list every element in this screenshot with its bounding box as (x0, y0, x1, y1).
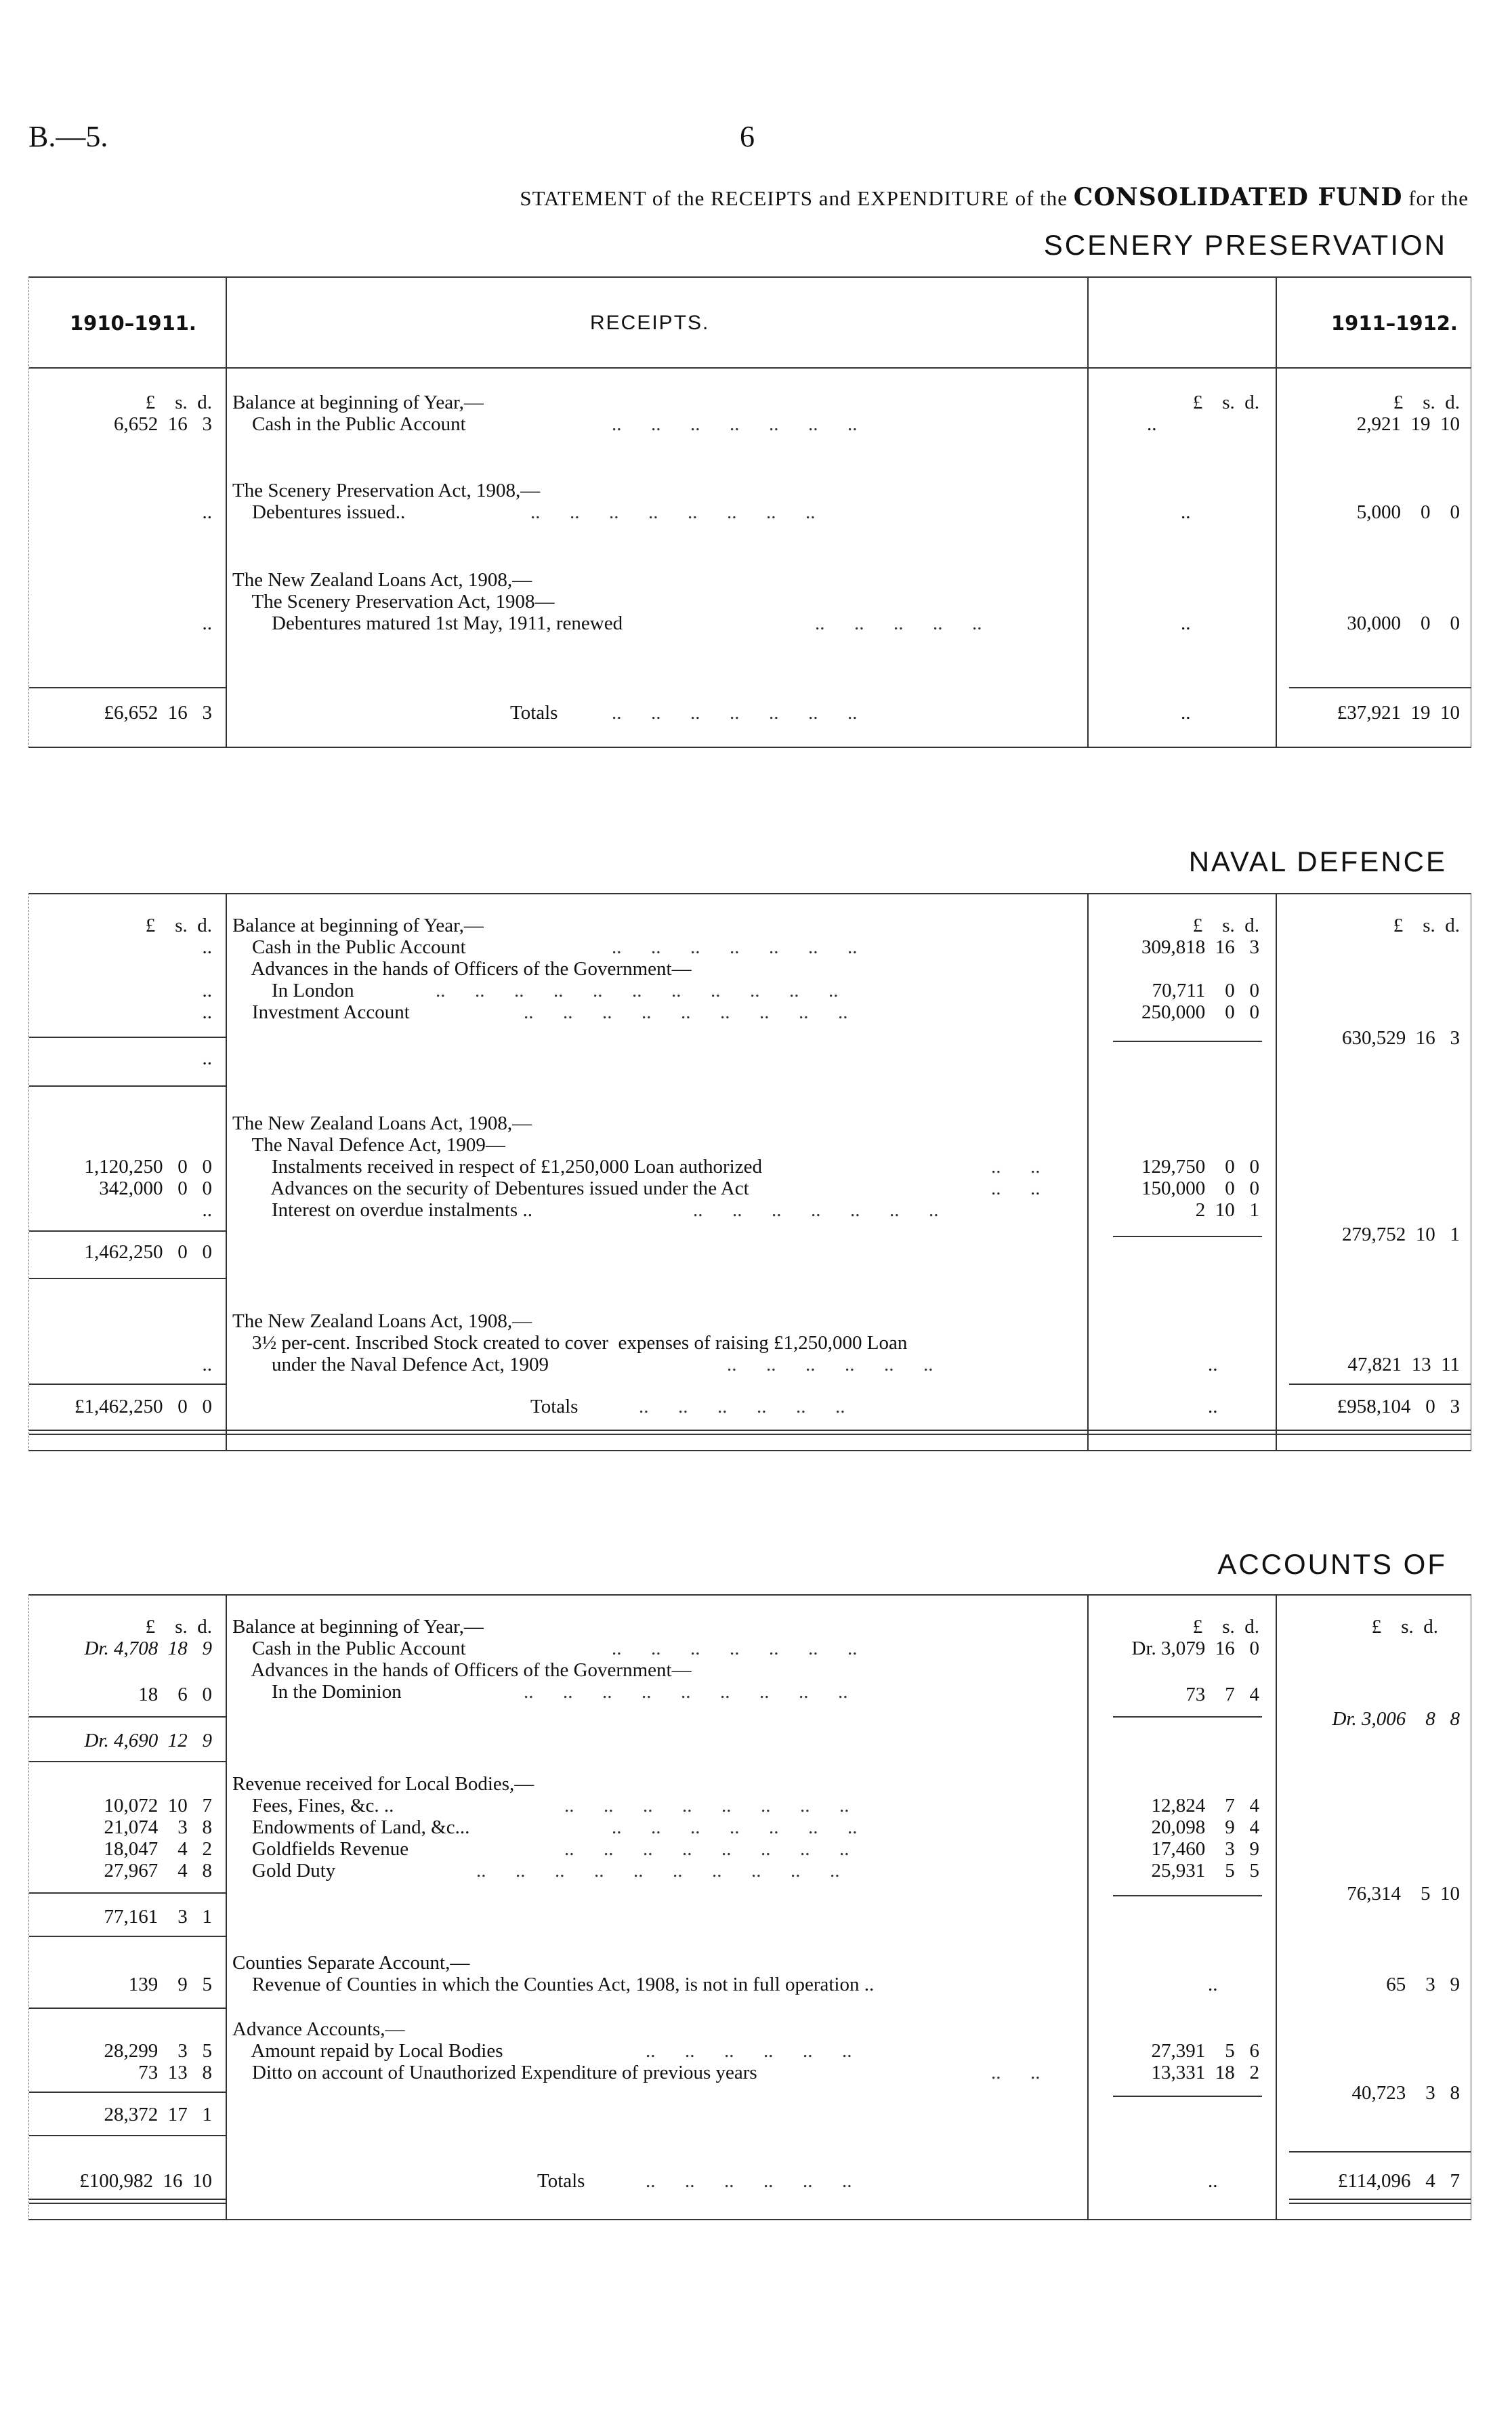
row-label: In the Dominion (232, 1681, 402, 1703)
row-prev: 27,967 4 8 (104, 1860, 212, 1881)
row-label: Instalments received in respect of £1,250,000 Loan authorized (232, 1156, 762, 1178)
leader-dots: .. .. .. .. .. .. .. .. .. .. .. (436, 980, 839, 1001)
totals-outer: £958,104 0 3 (1337, 1396, 1460, 1417)
subtotal-prev: Dr. 4,690 12 9 (84, 1730, 212, 1751)
totals-label: Totals (510, 702, 558, 724)
accounts-table (28, 1594, 1471, 2220)
row-inner: 129,750 0 0 (1141, 1156, 1259, 1178)
totals-prev: £1,462,250 0 0 (75, 1396, 212, 1417)
totals-outer: £37,921 19 10 (1337, 702, 1460, 724)
row-prev: .. (202, 501, 212, 523)
row-prev: 73 13 8 (138, 2062, 212, 2083)
row-inner: 2 10 1 (1195, 1199, 1259, 1221)
row-inner: 13,331 18 2 (1151, 2062, 1259, 2083)
subtotal-prev: 77,161 3 1 (104, 1906, 212, 1928)
row-label: Amount repaid by Local Bodies (232, 2040, 503, 2062)
row-label: Goldfields Revenue (232, 1838, 409, 1860)
units-prev: £ s. d. (145, 915, 212, 936)
row-prev: .. (202, 1001, 212, 1023)
row-prev: 342,000 0 0 (99, 1178, 212, 1199)
row-label: Balance at beginning of Year,— (232, 392, 484, 413)
row-prev: 139 9 5 (128, 1974, 212, 1995)
row-label: The Scenery Preservation Act, 1908,— (232, 480, 541, 501)
row-inner: 150,000 0 0 (1141, 1178, 1259, 1199)
row-label: Debentures matured 1st May, 1911, renewed (232, 612, 623, 634)
col-receipts: RECEIPTS. (590, 312, 710, 334)
row-prev: Dr. 4,708 18 9 (84, 1638, 212, 1659)
row-label: 3½ per-cent. Inscribed Stock created to cover expenses of raising £1,250,000 Loan (232, 1332, 908, 1354)
leader-dots: .. .. .. .. .. .. .. .. .. .. (476, 1860, 840, 1881)
subtotal-prev: 28,372 17 1 (104, 2104, 212, 2125)
row-outer: 65 3 9 (1386, 1974, 1460, 1995)
row-label: Cash in the Public Account (232, 936, 466, 958)
row-label: Endowments of Land, &c... (232, 1816, 470, 1838)
row-label: Cash in the Public Account (232, 413, 466, 435)
row-label: The New Zealand Loans Act, 1908,— (232, 569, 532, 591)
totals-outer: £114,096 4 7 (1337, 2170, 1460, 2192)
row-outer: 630,529 16 3 (1342, 1027, 1460, 1049)
subtotal-prev: 1,462,250 0 0 (84, 1241, 212, 1263)
row-inner: .. (1181, 612, 1191, 634)
units-inner: £ s. d. (1192, 1616, 1259, 1638)
totals-inner: .. (1208, 1396, 1218, 1417)
units-inner: £ s. d. (1192, 915, 1259, 936)
row-prev: .. (202, 1354, 212, 1375)
units-outer: £ s. d. (1393, 392, 1460, 413)
row-inner: Dr. 3,079 16 0 (1131, 1638, 1259, 1659)
row-outer: Dr. 3,006 8 8 (1332, 1708, 1460, 1730)
totals-label: Totals (537, 2170, 585, 2192)
row-prev: 28,299 3 5 (104, 2040, 212, 2062)
leader-dots: .. .. .. .. .. .. .. (612, 1638, 858, 1659)
leader-dots: .. .. .. .. .. .. .. .. .. (524, 1681, 848, 1703)
block-title: Balance at beginning of Year,— (232, 915, 484, 936)
row-outer: 76,314 5 10 (1347, 1883, 1460, 1905)
title-prefix: STATEMENT of the RECEIPTS and EXPENDITURE of the (520, 186, 1068, 210)
row-inner: .. (1208, 1974, 1218, 1995)
row-prev: 6,652 16 3 (114, 413, 212, 435)
row-inner: .. (1147, 413, 1157, 435)
row-label: Debentures issued.. (232, 501, 406, 523)
leader-dots: .. .. .. .. .. .. .. .. (564, 1795, 849, 1816)
subtotal-prev: .. (202, 1047, 212, 1069)
page-number: 6 (740, 120, 755, 153)
row-label: Fees, Fines, &c. .. (232, 1795, 394, 1816)
row-inner: 309,818 16 3 (1141, 936, 1259, 958)
units-prev: £ s. d. (145, 1616, 212, 1638)
row-label: Advances in the hands of Officers of the Government— (232, 1659, 692, 1681)
row-prev: .. (202, 612, 212, 634)
row-label: under the Naval Defence Act, 1909 (232, 1354, 549, 1375)
row-outer: 5,000 0 0 (1356, 501, 1460, 523)
document-reference: B.—5. (28, 120, 108, 153)
row-label: Revenue of Counties in which the Counties Act, 1908, is not in full operation .. (232, 1974, 875, 1995)
row-outer: 30,000 0 0 (1347, 612, 1460, 634)
leader-dots: .. .. .. .. .. (815, 612, 982, 634)
block-title: Advance Accounts,— (232, 2018, 405, 2040)
scenery-heading: SCENERY PRESERVATION (1043, 229, 1447, 261)
row-prev: 10,072 10 7 (104, 1795, 212, 1816)
row-inner: 73 7 4 (1185, 1684, 1259, 1705)
row-label: Investment Account (232, 1001, 410, 1023)
leader-dots: .. .. .. .. .. .. .. .. (564, 1838, 849, 1860)
row-prev: 18 6 0 (138, 1684, 212, 1705)
leader-dots: .. .. .. .. .. .. (646, 2040, 852, 2062)
row-inner: 250,000 0 0 (1141, 1001, 1259, 1023)
naval-heading: NAVAL DEFENCE (1188, 846, 1447, 877)
leader-dots: .. .. .. .. .. .. .. .. .. (524, 1001, 848, 1023)
totals-inner: .. (1181, 702, 1191, 724)
leader-dots: .. .. .. .. .. .. .. (612, 936, 858, 958)
leader-dots: .. .. (991, 1156, 1041, 1178)
totals-prev: £6,652 16 3 (104, 702, 212, 724)
row-label: Advances on the security of Debentures issued under the Act (232, 1178, 749, 1199)
row-outer: 2,921 19 10 (1356, 413, 1460, 435)
row-label: The Scenery Preservation Act, 1908— (232, 591, 555, 612)
row-label: Interest on overdue instalments .. (232, 1199, 532, 1221)
leader-dots: .. .. .. .. .. .. (727, 1354, 933, 1375)
title-fund: CONSOLIDATED FUND (1073, 183, 1403, 211)
leader-dots: .. .. .. .. .. .. (646, 2170, 852, 2192)
row-inner: 27,391 5 6 (1151, 2040, 1259, 2062)
units-outer: £ s. d. (1371, 1616, 1438, 1638)
naval-table (28, 893, 1471, 1451)
block-title: The New Zealand Loans Act, 1908,— (232, 1112, 532, 1134)
row-label: Ditto on account of Unauthorized Expenditure of previous years (232, 2062, 757, 2083)
col-prev-year: 1910–1911. (70, 312, 196, 335)
row-inner: .. (1181, 501, 1191, 523)
leader-dots: .. .. .. .. .. .. .. (612, 1816, 858, 1838)
row-inner: .. (1208, 1354, 1218, 1375)
block-title: Counties Separate Account,— (232, 1952, 470, 1974)
row-prev: 21,074 3 8 (104, 1816, 212, 1838)
row-inner: 70,711 0 0 (1152, 980, 1259, 1001)
block-title: The New Zealand Loans Act, 1908,— (232, 1310, 532, 1332)
accounts-heading: ACCOUNTS OF (1217, 1548, 1447, 1580)
row-prev: .. (202, 1199, 212, 1221)
totals-label: Totals (530, 1396, 579, 1417)
units-prev: £ s. d. (145, 392, 212, 413)
leader-dots: .. .. (991, 2062, 1041, 2083)
col-cur-year: 1911–1912. (1331, 312, 1458, 335)
row-label: Cash in the Public Account (232, 1638, 466, 1659)
row-inner: 12,824 7 4 (1151, 1795, 1259, 1816)
totals-prev: £100,982 16 10 (79, 2170, 212, 2192)
block-title: Balance at beginning of Year,— (232, 1616, 484, 1638)
row-inner: 20,098 9 4 (1151, 1816, 1259, 1838)
row-outer: 40,723 3 8 (1351, 2082, 1460, 2104)
units-inner: £ s. d. (1192, 392, 1259, 413)
row-inner: 25,931 5 5 (1151, 1860, 1259, 1881)
leader-dots: .. .. .. .. .. .. .. (612, 413, 858, 435)
scenery-table (28, 276, 1471, 748)
row-label: Advances in the hands of Officers of the Government— (232, 958, 692, 980)
leader-dots: .. .. .. .. .. .. .. (612, 702, 858, 724)
block-title: Revenue received for Local Bodies,— (232, 1773, 534, 1795)
leader-dots: .. .. (991, 1178, 1041, 1199)
units-outer: £ s. d. (1393, 915, 1460, 936)
totals-inner: .. (1208, 2170, 1218, 2192)
title-suffix: for the (1408, 186, 1469, 210)
row-prev: .. (202, 936, 212, 958)
row-label: Gold Duty (232, 1860, 336, 1881)
leader-dots: .. .. .. .. .. .. (639, 1396, 845, 1417)
row-inner: 17,460 3 9 (1151, 1838, 1259, 1860)
row-prev: 18,047 4 2 (104, 1838, 212, 1860)
statement-title (520, 183, 1469, 211)
row-outer: 47,821 13 11 (1347, 1354, 1460, 1375)
leader-dots: .. .. .. .. .. .. .. (693, 1199, 939, 1221)
row-prev: 1,120,250 0 0 (84, 1156, 212, 1178)
row-prev: .. (202, 980, 212, 1001)
block-subtitle: The Naval Defence Act, 1909— (232, 1134, 505, 1156)
row-outer: 279,752 10 1 (1342, 1224, 1460, 1245)
leader-dots: .. .. .. .. .. .. .. .. (530, 501, 816, 523)
row-label: In London (232, 980, 354, 1001)
